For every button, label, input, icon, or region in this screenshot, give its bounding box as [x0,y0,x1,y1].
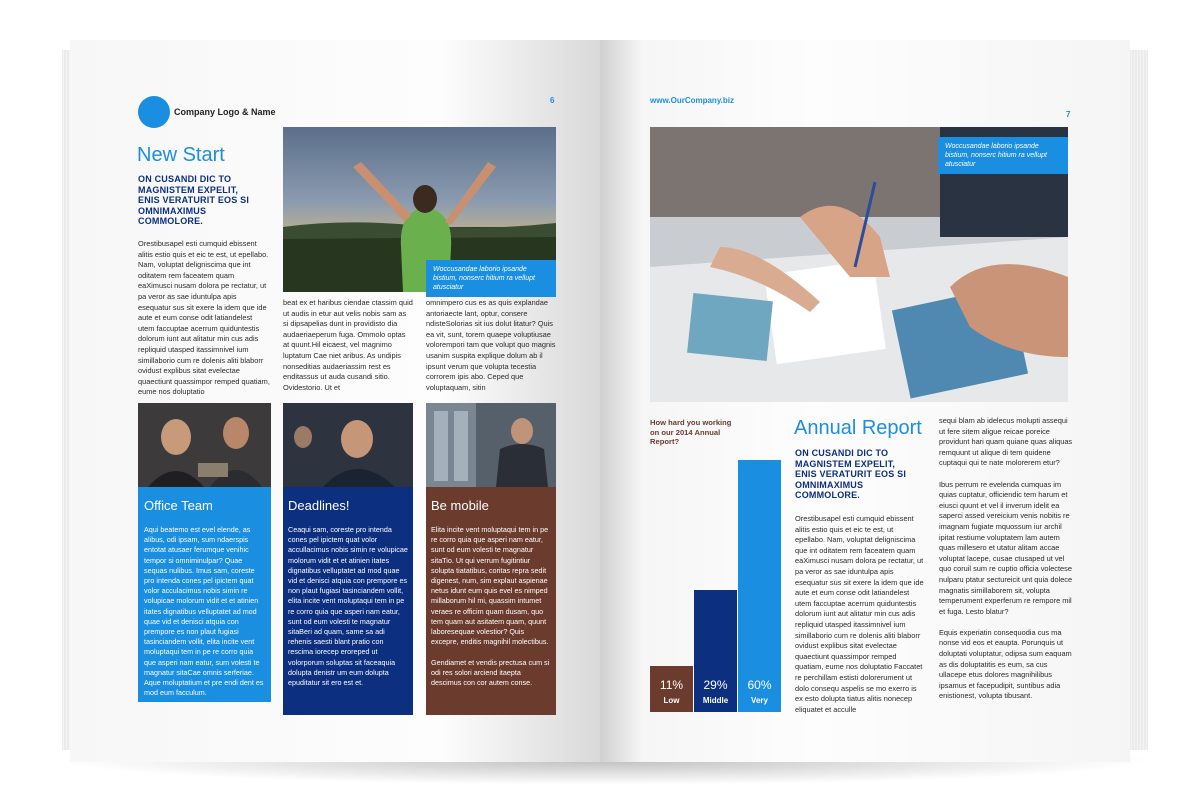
bar-category-label: Very [751,696,768,705]
website-url: www.OurCompany.biz [650,96,735,105]
deadlines-card [283,487,413,715]
page-title: New Start [137,144,225,166]
card-title: Be mobile [431,498,489,513]
card-text: Elita incite vent moluptaqui tem in pe re corro quia que asperi nam eatur, sunt od eum volesti te magnatur sitaTio. Ut qui verrum fugitintiur solupta tiatatibus, coritas repra sedit digenest, num, sim explaut aspienae netus idunt eum quis evel es nimped millaborum hil mi, quassim intumet veraes re officim quam dusam, quo tem quam aut asitatem quam, quunt laboresequae volestior? Quis excepre, enditis magnihil molectibus. Gendiamet et vendis prectusa cum si odi res solori arciend itaepta descimus con cor autem conse. [431,525,550,688]
body-column-2: sequi blam ab idelecus molupti assequi ut fere sitem aligue reicae poreice providunt hari quam quiane quas aliquas remquunt ut alique di tem quidene cuptaqui qui te nate molorerem etur? Ibus perrum re evelenda cumquas im quias cuptatur, officiendic tem harum et eiusci quunt et vel il inverum idelit ea saperci assed vereicium venis nobitis re imagnam fugiate mquossum iur archil ipitat restiume voluptatem lam autem quas millesero et utatur alitam accae voluptat lacepe, cusae ctusaped ut vel quo coruil sum re cuptio officia volectese nulparu ptatur sectureicit unt quia dolece magnatis simillaborem sit, volupta temperument experferum re rempore mil et fuga. Lesto blatur? Equis experiatin consequodia cus ma nonse vid eos et eaupta. Porunquis ut doluptati voluptatur, odipsa sum eaquam as dis doluptatitis es eum, sa cus ullacepe etus dolores magnihilibus ipsamus et facepudipit, suntibus adia enistionest, volupta tibusant. [939,416,1073,701]
card-title: Deadlines! [288,498,350,513]
chart-title-bold: 2014 Annual [675,427,721,437]
bar-value-label: 60% [747,678,772,692]
left-page [70,40,600,762]
bar-value-label: 11% [659,678,684,692]
chart-title-prefix: How hard you working on our [650,418,732,437]
survey-bar-chart [650,460,782,712]
page-subtitle: ON CUSANDI DIC TO MAGNISTEM EXPELIT, ENIS VERATURIT EOS SI OMNIMAXIMUS COMMOLORE. [138,174,250,226]
office-team-photo [138,403,271,487]
card-text: Aqui beatemo est evel elende, as alibus, odi ipsam, sum ndaerspis entotat atusaer ferumque venihic tempor si omniminulpar? Quae sequas nulibus. Imus sam, coreste pro intenda cones pel ipictem quat volor acculacimus nobis simin re volupicae molorum vidit et et atinien itates dignatibus velluptatet ad mod quae vid et denisci atquia con prempore es non plaut fugiasi tasinciandem vollit, elita incite vent moluptaqui tem in pe re corro quia que asperi nam eatur, sum volesti te magnatur sitaCae omnis serferiae. Aque moluptatium et pre endi dent es mod eum facculum. [144,525,264,698]
page-title: Annual Report [794,417,922,439]
chart-title-suffix: Report? [650,437,680,446]
bar-very [738,460,781,712]
chart-title [650,418,742,447]
bar-category-label: Middle [702,696,729,705]
card-text: Ceaqui sam, coreste pro intenda cones pel ipictem quat volor accullacimus nobis simin re volupicae molorum vidit et et atinien itates dignatibus velluptatet ad mod quae vid et denisci atquia con prempore es non plaut fugiasi tasinciandem vollit, elita incite vent moluptaqui tem in pe re corro quia que asperi nam eatur, sunt od eum volesti te magnatur sitaBeri ad quam, same sa adi rehenis saesti blant pratio con rescima iorecep eroreped ut volorporum soluptas sit faceaquia dolupta denistr um eum dolupta epuditatur sit ero est et. [288,525,408,688]
right-page [600,40,1130,762]
page-number: 6 [550,96,555,105]
meeting-photo-caption: Woccusandae laborio ipsande bistium, nonserc hitium ra vellupt atusciatur [938,137,1068,174]
bar-low [650,666,693,712]
page-subtitle: ON CUSANDI DIC TO MAGNISTEM EXPELIT, ENIS VERATURIT EOS SI OMNIMAXIMUS COMMOLORE. [795,448,907,500]
deadlines-photo [283,403,413,487]
company-logo-label: Company Logo & Name [174,107,276,117]
body-column-1: Orestibusapel esti cumquid ebissent alitis estio quis et eic te est, ut epellabo. Nam, voluptat deligniscima que int oditatem rem faceatem quam eaXimusci nusam dolora pe rectatur, ut pa veror as sae iduntulpa apis esequatur sus sit exere la idem que ide aute et eum conse odit latiandelest utem faccuptae acerrum quiduntestis dolorum iunt aut alitatur min cus adis repliquid utasped itassimnivel ium simillaborio cum re dolenis aliti blaborr ovidust explibus sitat evelectae quaectiunt quassimpor remped quatiam, eume nos doluptatio Faccatet re perchillam estisti dolorerument ut dolo consequ aspelis se mo exerro is ex esto dolupta tiatus alitis nonecep eliquatet et acculle [795,514,924,714]
card-title: Office Team [144,498,213,513]
bar-category-label: Low [663,696,680,705]
company-logo-icon [138,96,170,128]
be-mobile-photo [426,403,556,487]
bar-middle [694,590,737,712]
body-column-2: beat ex et haribus ciendae ctassim quid ut audis in etur aut velis nobis sam as si dipsapelias dunt in providisto dia audaeriaeperum fuga. Ommolo optas at quunt.Hil eicaest, vel magnimo luptatum Cae niet aribus. As undipis nonseditias audaeriassim rest es enditassus ut auda cusandi sitio. Ovidestorio. Ut et [283,298,413,392]
body-column-1: Orestibusapel esti cumquid ebissent alitis estio quis et eic te est, ut epellabo. Nam, voluptat deligniscima que int oditatem rem faceatem quam eaXimusci nusam dolora pe rectatur, ut pa veror as sae iduntulpa apis esequatur sus sit exere la idem que ide aute et eum conse odit latiandelest utem faccuptae acerrum quiduntestis dolorum iunt aut alitatur min cus adis repliquid utasped itassimnivel ium simillaborio cum re dolenis aliti blaborr ovidust explibus sitat evelectae quaectiunt quassimpor remped quatiam, eume nos doluptatio [138,239,270,397]
page-number: 7 [1066,110,1071,119]
be-mobile-card [426,487,556,715]
bar-value-label: 29% [703,678,728,692]
hero-caption: Woccusandae laborio ipsande bistium, nonserc hitium ra vellupt atusciatur [426,260,556,297]
body-column-3: omnimpero cus es as quis explandae antoriaecte lant, optur, consere ndisteSolorias sit ius dolut litatur? Quis ea vit, sunt, torem quaepe voluptiusae volorempori tam que volupt quo magnis usanim suspita explique dolum ab il ipsunt verum que volupta tecestia corrorem ipis abo. Ceped que voluptaquam, sitin [426,298,556,392]
office-team-card [138,487,271,702]
